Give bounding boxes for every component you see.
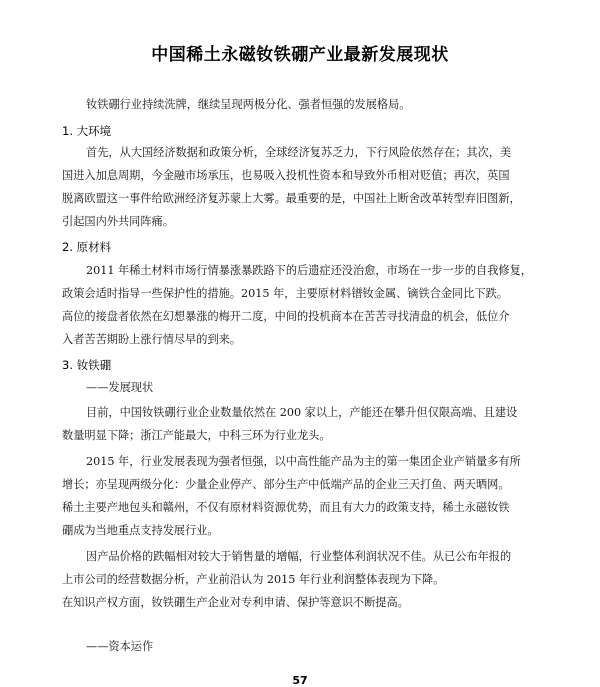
paragraph-line: 首先，从大国经济数据和政策分析，全球经济复苏乏力，下行风险依然存在；其次，美	[86, 146, 512, 159]
section-heading-ndfeb: 3. 钕铁硼	[62, 358, 112, 372]
section-heading-materials: 2. 原材料	[62, 240, 112, 254]
paragraph-line: 政策会适时指导一些保护性的措施。2015 年，主要原材料镨钕金属、镝铁合金同比下跌。	[62, 287, 508, 300]
paragraph-line: 2011 年稀土材料市场行情暴涨暴跌路下的后遗症还没治愈，市场在一步一步的自我修复，	[86, 264, 532, 277]
section-heading-environment: 1. 大环境	[62, 124, 112, 138]
paragraph-line: 硼成为当地重点支持发展行业。	[62, 524, 219, 537]
paragraph-line: 增长；亦呈现两级分化：少量企业停产、部分生产中低端产品的企业三天打鱼、两天晒网。	[62, 478, 510, 491]
paragraph-line: 2015 年，行业发展表现为强者恒强，以中高性能产品为主的第一集团企业产销量多有所	[86, 455, 521, 468]
page-title: 中国稀土永磁钕铁硼产业最新发展现状	[151, 45, 449, 65]
paragraph-line: 在知识产权方面，钕铁硼生产企业对专利申请、保护等意识不断提高。	[62, 596, 409, 609]
page-number: 57	[292, 674, 308, 687]
paragraph-line: 脱离欧盟这一事件给欧洲经济复苏蒙上大雾。最重要的是，中国社上断舍改革转型弃旧图新，	[62, 192, 521, 205]
paragraph-line: 引起国内外共同阵痛。	[62, 215, 174, 228]
paragraph-line: 入者苦苦期盼上涨行情尽早的到来。	[62, 333, 242, 346]
paragraph-line: 高位的接盘者依然在幻想暴涨的梅开二度，中间的投机商本在苦苦寻找清盘的机会，低位介	[62, 310, 510, 323]
intro-paragraph: 钕铁硼行业持续洗牌，继续呈现两极分化、强者恒强的发展格局。	[86, 98, 411, 111]
subsection-heading-capital: ——资本运作	[86, 640, 154, 653]
paragraph-line: 因产品价格的跌幅相对较大于销售量的增幅，行业整体利润状况不佳。从已公布年报的	[86, 550, 512, 563]
subsection-heading-development: ——发展现状	[86, 381, 154, 394]
paragraph-line: 目前，中国钕铁硼行业企业数量依然在 200 家以上，产能还在攀升但仅限高端、且建设	[86, 406, 518, 419]
paragraph-line: 数量明显下降；浙江产能最大，中科三环为行业龙头。	[62, 429, 331, 442]
paragraph-line: 稀土主要产地包头和赣州，不仅有原材料资源优势，而且有大力的政策支持，稀土永磁钕铁	[62, 501, 510, 514]
paragraph-line: 国进入加息周期，今金融市场承压，也易吸入投机性资本和导致外币相对贬值；再次，英国	[62, 169, 510, 182]
paragraph-line: 上市公司的经营数据分析，产业前沿认为 2015 年行业利润整体表现为下降。	[62, 573, 445, 586]
